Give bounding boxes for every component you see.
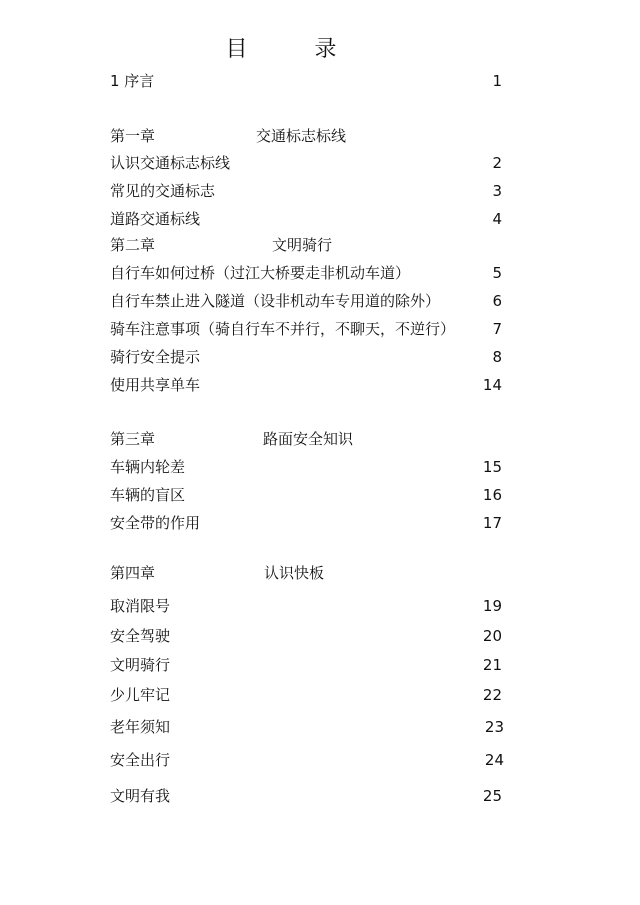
toc-entry-label: 文明有我 — [110, 787, 171, 805]
toc-entry-page: 21 — [482, 656, 502, 674]
toc-entry — [0, 625, 640, 647]
toc-entry-label: 少儿牢记 — [110, 686, 171, 704]
chapter-label: 第四章 — [110, 564, 156, 582]
toc-entry-label: 使用共享单车 — [110, 376, 201, 394]
toc-entry-label: 安全出行 — [110, 751, 171, 769]
toc-entry — [0, 456, 640, 478]
toc-entry-preface — [0, 70, 640, 92]
toc-entry — [0, 374, 640, 396]
chapter-label: 第三章 — [110, 430, 156, 448]
toc-entry-label: 骑行安全提示 — [110, 348, 201, 366]
toc-entry — [0, 180, 640, 202]
chapter-label: 第一章 — [110, 127, 156, 145]
chapter-heading-1 — [0, 125, 640, 147]
toc-entry-page: 4 — [492, 210, 502, 228]
toc-entry-page: 16 — [482, 486, 502, 504]
chapter-heading-3 — [0, 428, 640, 450]
toc-entry-label: 常见的交通标志 — [110, 182, 216, 200]
toc-entry-label: 文明骑行 — [110, 656, 171, 674]
toc-entry — [0, 346, 640, 368]
chapter-title: 路面安全知识 — [263, 430, 354, 448]
toc-entry — [0, 290, 640, 312]
toc-entry — [0, 152, 640, 174]
toc-entry-page: 2 — [492, 154, 502, 172]
toc-entry-page: 1 — [492, 72, 502, 90]
toc-entry-label: 认识交通标志标线 — [110, 154, 231, 172]
toc-entry-label: 1 序言 — [110, 72, 155, 90]
toc-entry-page: 20 — [482, 627, 502, 645]
toc-entry — [0, 208, 640, 230]
toc-entry — [0, 318, 640, 340]
toc-entry-label: 取消限号 — [110, 597, 171, 615]
toc-entry-page: 8 — [492, 348, 502, 366]
toc-entry — [0, 484, 640, 506]
chapter-label: 第二章 — [110, 236, 156, 254]
toc-entry — [0, 512, 640, 534]
toc-entry-label: 自行车禁止进入隧道（设非机动车专用道的除外） — [110, 292, 441, 310]
toc-entry-page: 17 — [482, 514, 502, 532]
toc-entry — [0, 595, 640, 617]
toc-entry-label: 道路交通标线 — [110, 210, 201, 228]
toc-entry-label: 自行车如何过桥（过江大桥要走非机动车道） — [110, 264, 411, 282]
toc-entry — [0, 684, 640, 706]
toc-entry-page: 5 — [492, 264, 502, 282]
toc-entry — [0, 749, 640, 771]
chapter-heading-2 — [0, 234, 640, 256]
toc-entry-page: 23 — [484, 718, 504, 736]
toc-entry-page: 19 — [482, 597, 502, 615]
chapter-title: 交通标志标线 — [256, 127, 347, 145]
toc-entry-label: 骑车注意事项（骑自行车不并行，不聊天，不逆行） — [110, 320, 456, 338]
chapter-heading-4 — [0, 562, 640, 584]
toc-entry-page: 7 — [492, 320, 502, 338]
toc-entry-page: 14 — [482, 376, 502, 394]
toc-entry-page: 15 — [482, 458, 502, 476]
toc-entry — [0, 716, 640, 738]
toc-entry-page: 3 — [492, 182, 502, 200]
toc-entry — [0, 785, 640, 807]
toc-entry-label: 车辆的盲区 — [110, 486, 186, 504]
toc-entry — [0, 262, 640, 284]
toc-entry-label: 安全驾驶 — [110, 627, 171, 645]
toc-entry-label: 车辆内轮差 — [110, 458, 186, 476]
toc-entry-label: 安全带的作用 — [110, 514, 201, 532]
toc-entry-page: 25 — [482, 787, 502, 805]
page-title: 目 录 — [225, 37, 367, 62]
toc-entry-page: 6 — [492, 292, 502, 310]
chapter-title: 认识快板 — [264, 564, 325, 582]
chapter-title: 文明骑行 — [272, 236, 333, 254]
toc-entry-page: 24 — [484, 751, 504, 769]
toc-entry-page: 22 — [482, 686, 502, 704]
toc-entry-label: 老年须知 — [110, 718, 171, 736]
toc-entry — [0, 654, 640, 676]
